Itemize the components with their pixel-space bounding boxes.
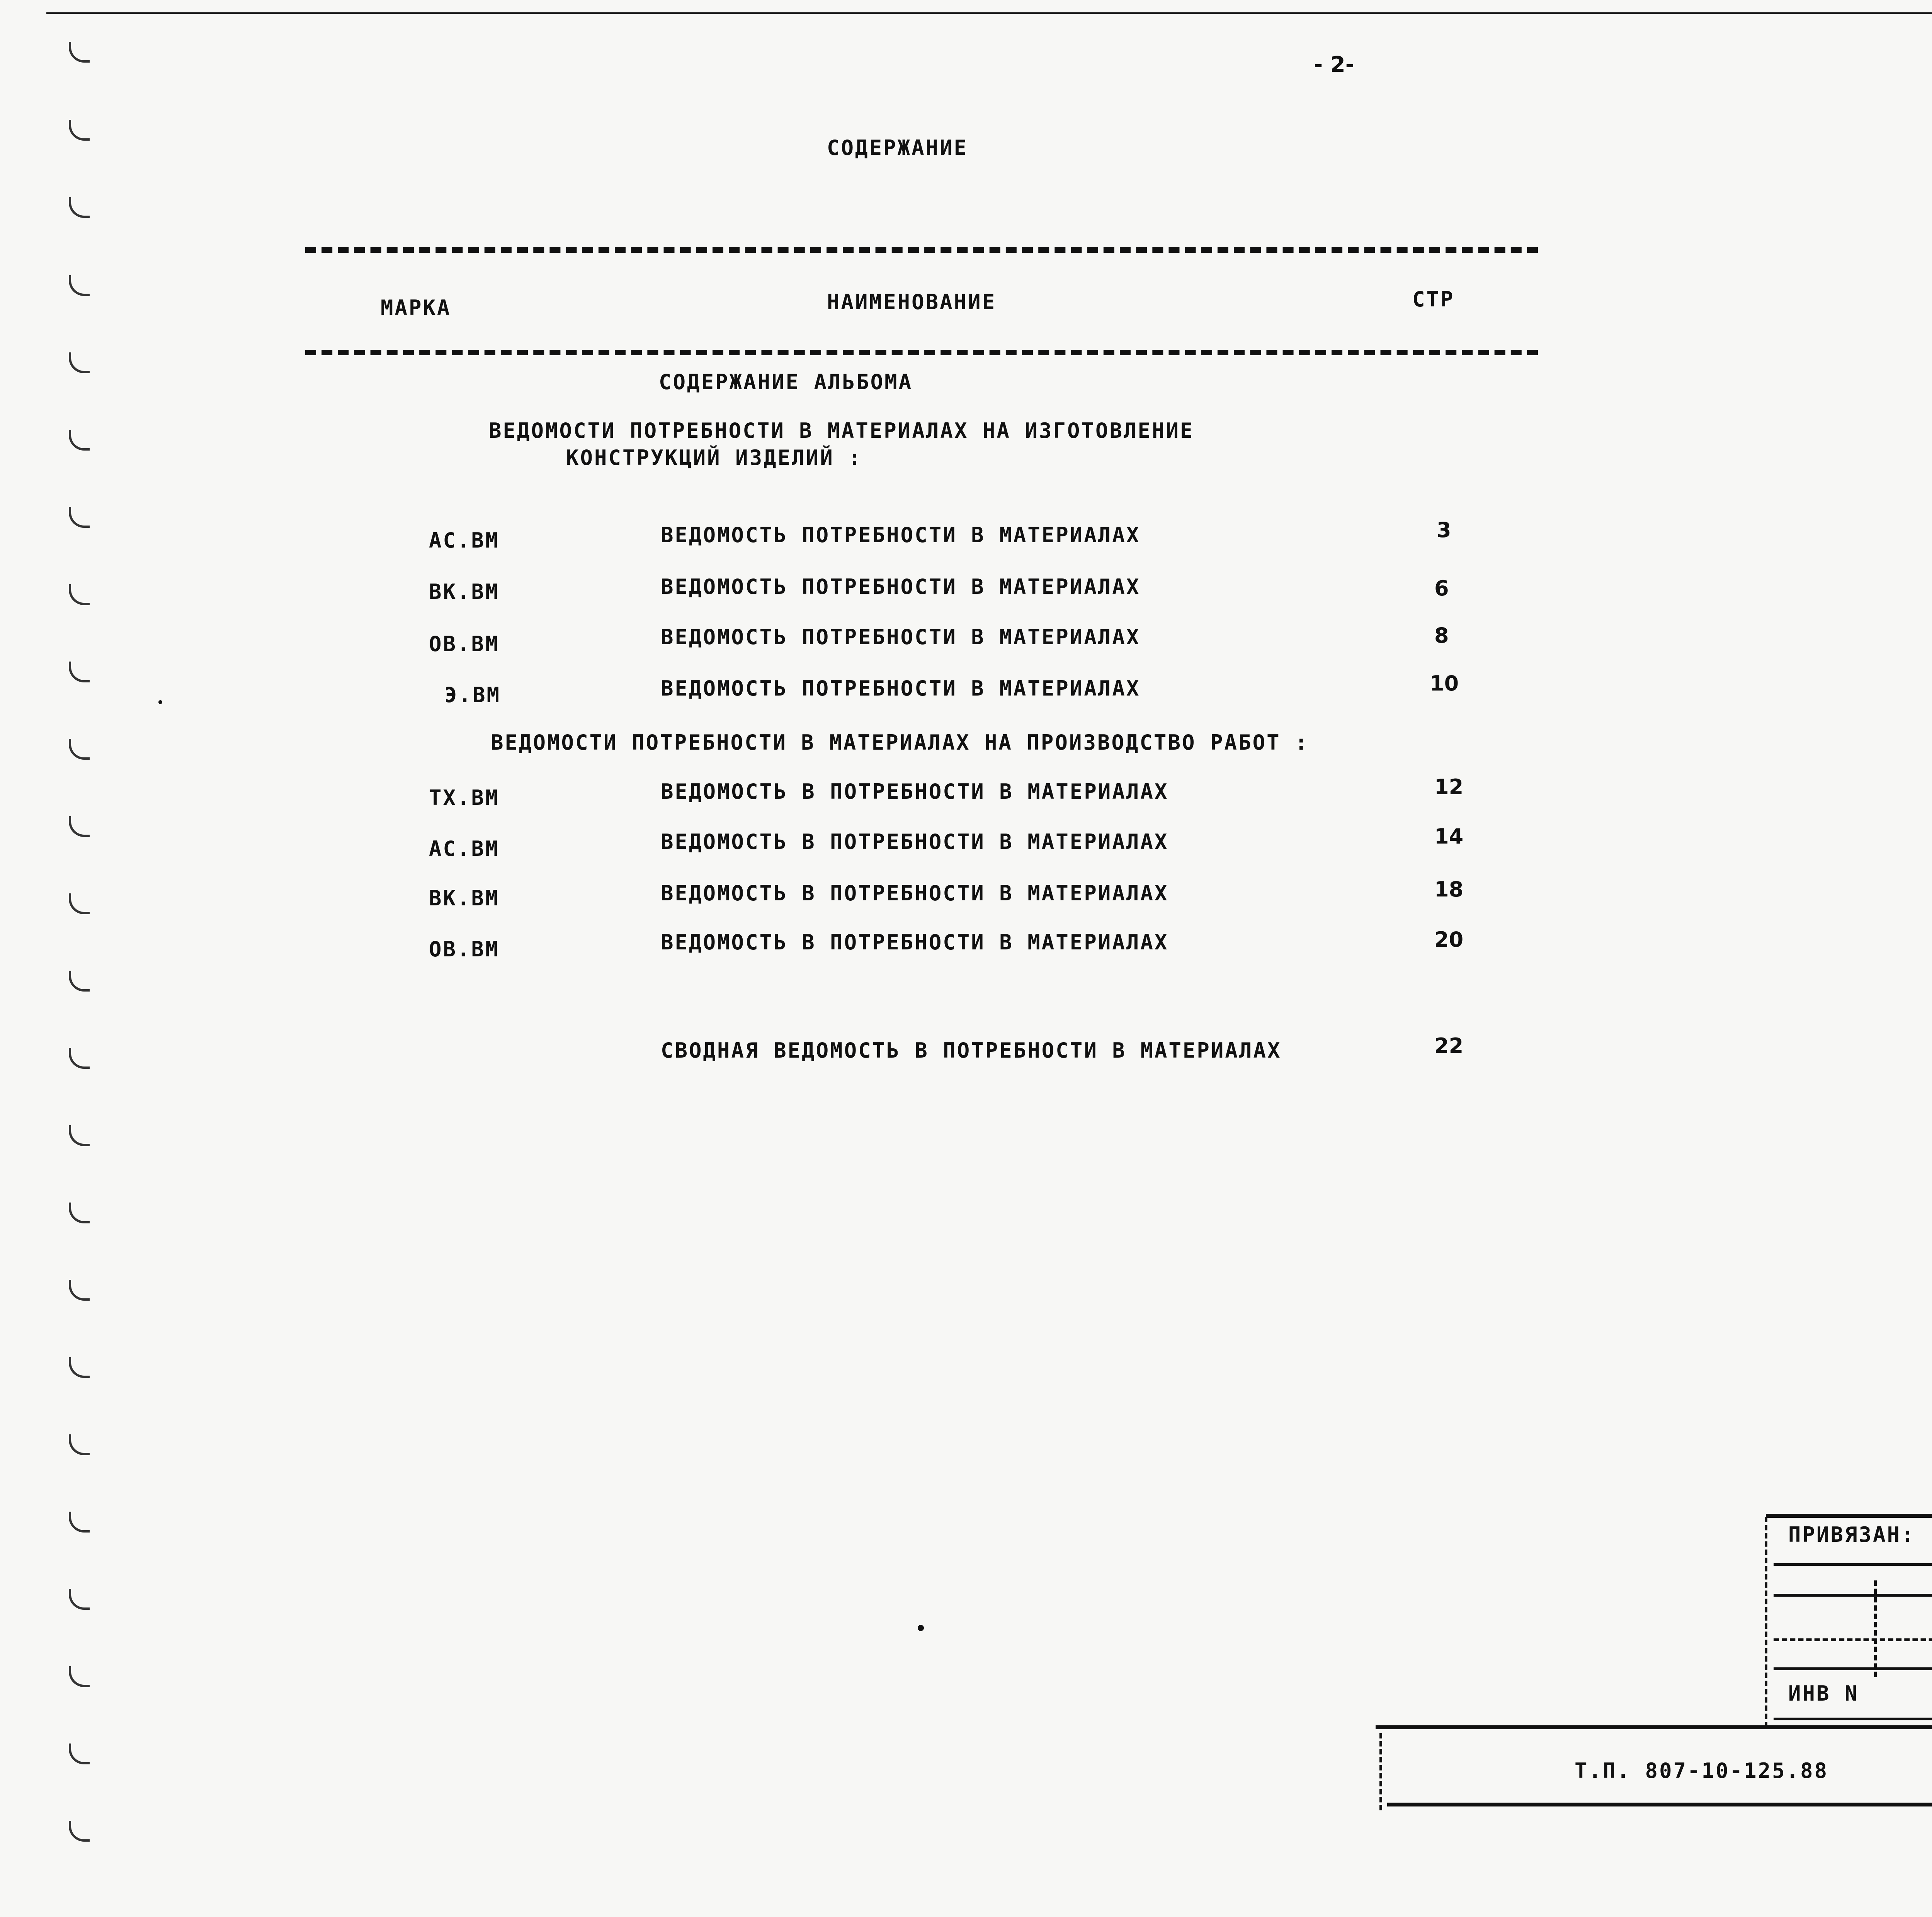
binding-hole-mark bbox=[69, 1203, 90, 1223]
binding-hole-mark bbox=[69, 1821, 90, 1842]
binding-hole-mark bbox=[69, 1512, 90, 1533]
stamp-rule bbox=[1379, 1733, 1382, 1810]
binding-hole-mark bbox=[69, 430, 90, 451]
row-name: ВЕДОМОСТЬ ПОТРЕБНОСТИ В МАТЕРИАЛАХ bbox=[661, 625, 1141, 649]
row-name: ВЕДОМОСТЬ В ПОТРЕБНОСТИ В МАТЕРИАЛАХ bbox=[661, 930, 1169, 954]
stamp-rule bbox=[1774, 1563, 1932, 1566]
row-page: 18 bbox=[1434, 877, 1464, 902]
row-mark: ОВ.ВМ bbox=[429, 937, 500, 961]
binding-hole-mark bbox=[69, 197, 90, 218]
stamp-inv-label: ИНВ N bbox=[1788, 1681, 1859, 1706]
header-bottom-rule bbox=[305, 350, 1538, 355]
stamp-rule bbox=[1387, 1803, 1932, 1806]
stamp-rule bbox=[1874, 1580, 1877, 1677]
binding-hole-mark bbox=[69, 120, 90, 141]
binding-hole-mark bbox=[69, 352, 90, 373]
section1-heading-line2: КОНСТРУКЦИЙ ИЗДЕЛИЙ : bbox=[566, 446, 862, 470]
row-page: 10 bbox=[1430, 671, 1459, 696]
row-mark: ВК.ВМ bbox=[429, 580, 500, 604]
row-mark: Э.ВМ bbox=[444, 683, 501, 707]
stamp-doc-code: Т.П. 807-10-125.88 bbox=[1575, 1759, 1829, 1783]
row-name: ВЕДОМОСТЬ ПОТРЕБНОСТИ В МАТЕРИАЛАХ bbox=[661, 523, 1141, 547]
stamp-rule bbox=[1766, 1514, 1932, 1518]
binding-hole-mark bbox=[69, 42, 90, 63]
row-name: ВЕДОМОСТЬ ПОТРЕБНОСТИ В МАТЕРИАЛАХ bbox=[661, 676, 1141, 701]
binding-hole-mark bbox=[69, 816, 90, 837]
stamp-attached-label: ПРИВЯЗАН: bbox=[1788, 1522, 1915, 1547]
column-header-name: НАИМЕНОВАНИЕ bbox=[827, 290, 997, 314]
section2-heading: ВЕДОМОСТИ ПОТРЕБНОСТИ В МАТЕРИАЛАХ НА ПРОИЗВОДСТВО РАБОТ : bbox=[491, 730, 1309, 755]
column-header-page: СТР bbox=[1412, 287, 1455, 311]
binding-hole-mark bbox=[69, 275, 90, 296]
row-page: 8 bbox=[1434, 623, 1449, 648]
summary-row-name: СВОДНАЯ ВЕДОМОСТЬ В ПОТРЕБНОСТИ В МАТЕРИАЛАХ bbox=[661, 1038, 1282, 1063]
stamp-rule bbox=[1765, 1517, 1767, 1727]
row-page: 14 bbox=[1434, 824, 1464, 849]
row-name: ВЕДОМОСТЬ В ПОТРЕБНОСТИ В МАТЕРИАЛАХ bbox=[661, 881, 1169, 905]
row-page: 6 bbox=[1434, 576, 1449, 600]
stamp-rule bbox=[1376, 1725, 1932, 1729]
row-name: ВЕДОМОСТЬ ПОТРЕБНОСТИ В МАТЕРИАЛАХ bbox=[661, 575, 1141, 599]
binding-hole-mark bbox=[69, 662, 90, 682]
row-mark: ТХ.ВМ bbox=[429, 786, 500, 810]
binding-hole-mark bbox=[69, 1434, 90, 1455]
stray-dot bbox=[158, 700, 162, 704]
row-name: ВЕДОМОСТЬ В ПОТРЕБНОСТИ В МАТЕРИАЛАХ bbox=[661, 779, 1169, 804]
section1-heading-line1: ВЕДОМОСТИ ПОТРЕБНОСТИ В МАТЕРИАЛАХ НА ИЗГОТОВЛЕНИЕ bbox=[489, 418, 1194, 443]
row-page: 3 bbox=[1437, 518, 1451, 542]
binding-hole-mark bbox=[69, 1589, 90, 1610]
binding-hole-mark bbox=[69, 1280, 90, 1301]
binding-hole-mark bbox=[69, 1666, 90, 1687]
row-mark: ВК.ВМ bbox=[429, 886, 500, 910]
row-mark: АС.ВМ bbox=[429, 528, 500, 553]
top-edge-line bbox=[46, 12, 1932, 14]
binding-hole-mark bbox=[69, 971, 90, 992]
binding-hole-mark bbox=[69, 1125, 90, 1146]
album-heading: СОДЕРЖАНИЕ АЛЬБОМА bbox=[659, 370, 913, 394]
row-page: 20 bbox=[1434, 927, 1464, 952]
binding-hole-mark bbox=[69, 507, 90, 528]
summary-row-page: 22 bbox=[1434, 1034, 1464, 1058]
stray-dot bbox=[918, 1625, 924, 1631]
row-mark: ОВ.ВМ bbox=[429, 632, 500, 656]
row-name: ВЕДОМОСТЬ В ПОТРЕБНОСТИ В МАТЕРИАЛАХ bbox=[661, 830, 1169, 854]
binding-hole-mark bbox=[69, 1744, 90, 1764]
stamp-rule bbox=[1774, 1594, 1932, 1597]
page-number: - 2- bbox=[1314, 52, 1354, 77]
binding-hole-mark bbox=[69, 893, 90, 914]
binding-hole-mark bbox=[69, 1357, 90, 1378]
header-top-rule bbox=[305, 247, 1538, 253]
row-mark: АС.ВМ bbox=[429, 837, 500, 861]
binding-hole-mark bbox=[69, 584, 90, 605]
binding-hole-mark bbox=[69, 1048, 90, 1069]
stamp-rule bbox=[1774, 1718, 1932, 1720]
row-page: 12 bbox=[1434, 775, 1464, 799]
stamp-rule bbox=[1774, 1667, 1932, 1670]
page-title: СОДЕРЖАНИЕ bbox=[827, 136, 968, 160]
column-header-mark: МАРКА bbox=[381, 296, 451, 320]
binding-hole-mark bbox=[69, 739, 90, 760]
stamp-rule bbox=[1774, 1638, 1932, 1641]
